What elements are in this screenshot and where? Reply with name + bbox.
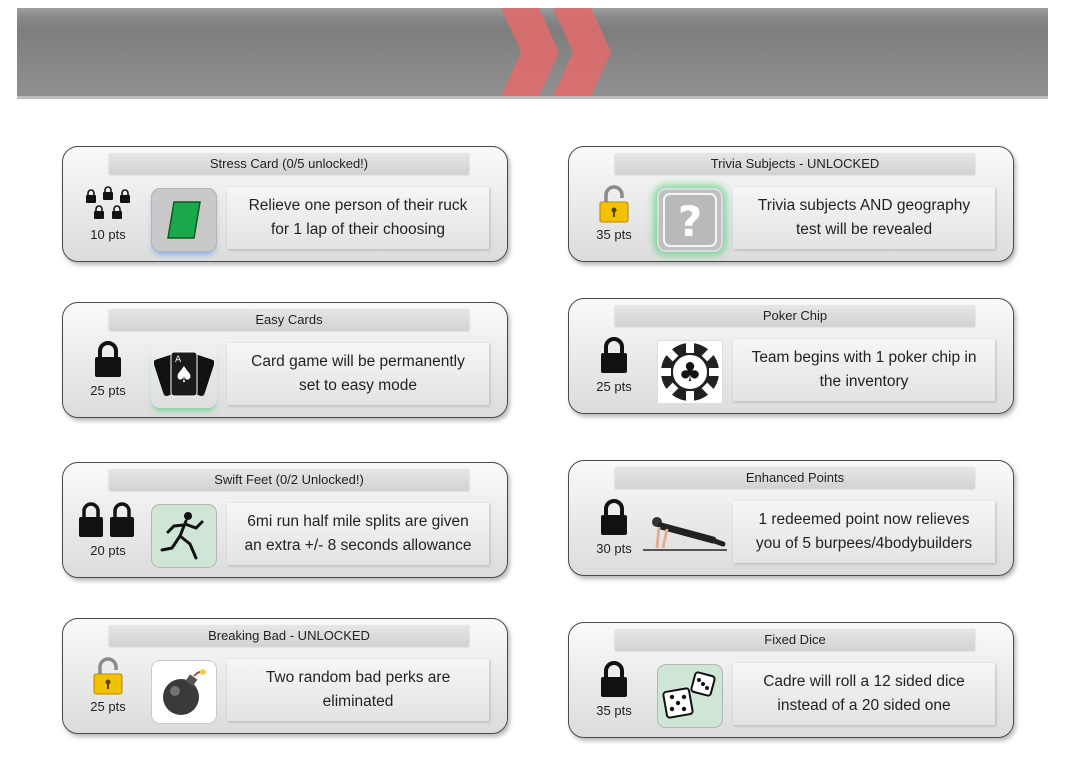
perk-description: Trivia subjects AND geography test will be revealed [757, 197, 971, 238]
perk-description: Team begins with 1 poker chip in the inventory [751, 349, 977, 390]
perk-card-stress-card[interactable] [62, 146, 508, 262]
perk-title: Enhanced Points [615, 467, 975, 488]
lock-status [73, 655, 143, 719]
perk-icon-frame [657, 664, 723, 728]
lock-group [82, 183, 134, 225]
lock-group [597, 183, 631, 225]
perk-icon-frame [151, 188, 217, 252]
playing-cards-icon [154, 346, 214, 406]
pushup-icon [643, 514, 727, 554]
lock-icon [82, 186, 134, 222]
points-cost: 25 pts [90, 383, 126, 398]
perk-description-box [733, 663, 995, 725]
dice-icon [661, 668, 719, 724]
perk-description-box [733, 501, 995, 563]
perk-card-fixed-dice[interactable] [568, 622, 1014, 738]
points-cost: 20 pts [90, 543, 126, 558]
lock-icon [599, 661, 629, 699]
points-cost: 30 pts [596, 541, 632, 556]
points-cost: 10 pts [90, 227, 126, 242]
lock-group [599, 659, 629, 701]
perk-card-swift-feet[interactable] [62, 462, 508, 578]
lock-icon [599, 499, 629, 537]
green-card-icon [162, 198, 206, 242]
perk-description-box [227, 503, 489, 565]
bomb-icon [156, 664, 212, 720]
lock-group [93, 339, 123, 381]
svg-text:?: ? [677, 197, 703, 246]
lock-status [579, 497, 649, 561]
header-banner [17, 8, 1048, 99]
perk-card-enhanced-points[interactable] [568, 460, 1014, 576]
perk-title: Stress Card (0/5 unlocked!) [109, 153, 469, 174]
perk-description: Card game will be permanently set to easy mode [251, 353, 465, 394]
lock-group [599, 497, 629, 539]
lock-status [73, 499, 143, 563]
perk-description-box [227, 659, 489, 721]
perk-title: Breaking Bad - UNLOCKED [109, 625, 469, 646]
perk-description-box [227, 343, 489, 405]
perk-description-box [733, 187, 995, 249]
poker-chip-icon [659, 341, 721, 403]
perk-title: Swift Feet (0/2 Unlocked!) [109, 469, 469, 490]
points-cost: 25 pts [90, 699, 126, 714]
svg-text:♠: ♠ [174, 363, 194, 388]
points-cost: 35 pts [596, 703, 632, 718]
perk-description: Two random bad perks are eliminated [265, 669, 451, 710]
perk-description-box [227, 187, 489, 249]
lock-group [599, 335, 629, 377]
svg-text:A: A [175, 355, 182, 365]
runner-icon [156, 508, 212, 564]
lock-icon [93, 341, 123, 379]
lock-status [579, 659, 649, 723]
perk-card-trivia-subjects[interactable] [568, 146, 1014, 262]
perk-card-easy-cards[interactable] [62, 302, 508, 418]
perk-icon-frame [151, 504, 217, 568]
perk-icon-frame [643, 502, 727, 566]
lock-icon [599, 337, 629, 375]
perk-card-breaking-bad[interactable] [62, 618, 508, 734]
perk-description: 6mi run half mile splits are given an extra +/- 8 seconds allowance [244, 513, 472, 554]
svg-text:♣: ♣ [678, 358, 702, 388]
unlocked-lock-icon [91, 656, 125, 696]
perk-icon-frame [657, 188, 723, 252]
perk-title: Poker Chip [615, 305, 975, 326]
lock-icon [77, 501, 139, 539]
question-mark-icon [662, 192, 718, 248]
perk-icon-frame [151, 344, 217, 408]
perk-title: Trivia Subjects - UNLOCKED [615, 153, 975, 174]
unlocked-lock-icon [597, 184, 631, 224]
perk-title: Easy Cards [109, 309, 469, 330]
lock-status [73, 183, 143, 247]
points-cost: 35 pts [596, 227, 632, 242]
perk-card-poker-chip[interactable] [568, 298, 1014, 414]
lock-group [91, 655, 125, 697]
lock-group [77, 499, 139, 541]
chevron-right-icon [495, 8, 645, 96]
perk-description: 1 redeemed point now relieves you of 5 burpees/4bodybuilders [755, 511, 973, 552]
perk-title: Fixed Dice [615, 629, 975, 650]
perk-icon-frame [657, 340, 723, 404]
lock-status [579, 183, 649, 247]
perk-description: Cadre will roll a 12 sided dice instead of a 20 sided one [763, 673, 965, 714]
perk-description-box [733, 339, 995, 401]
lock-status [579, 335, 649, 399]
points-cost: 25 pts [596, 379, 632, 394]
perk-icon-frame [151, 660, 217, 724]
lock-status [73, 339, 143, 403]
perk-description: Relieve one person of their ruck for 1 lap of their choosing [248, 197, 468, 238]
